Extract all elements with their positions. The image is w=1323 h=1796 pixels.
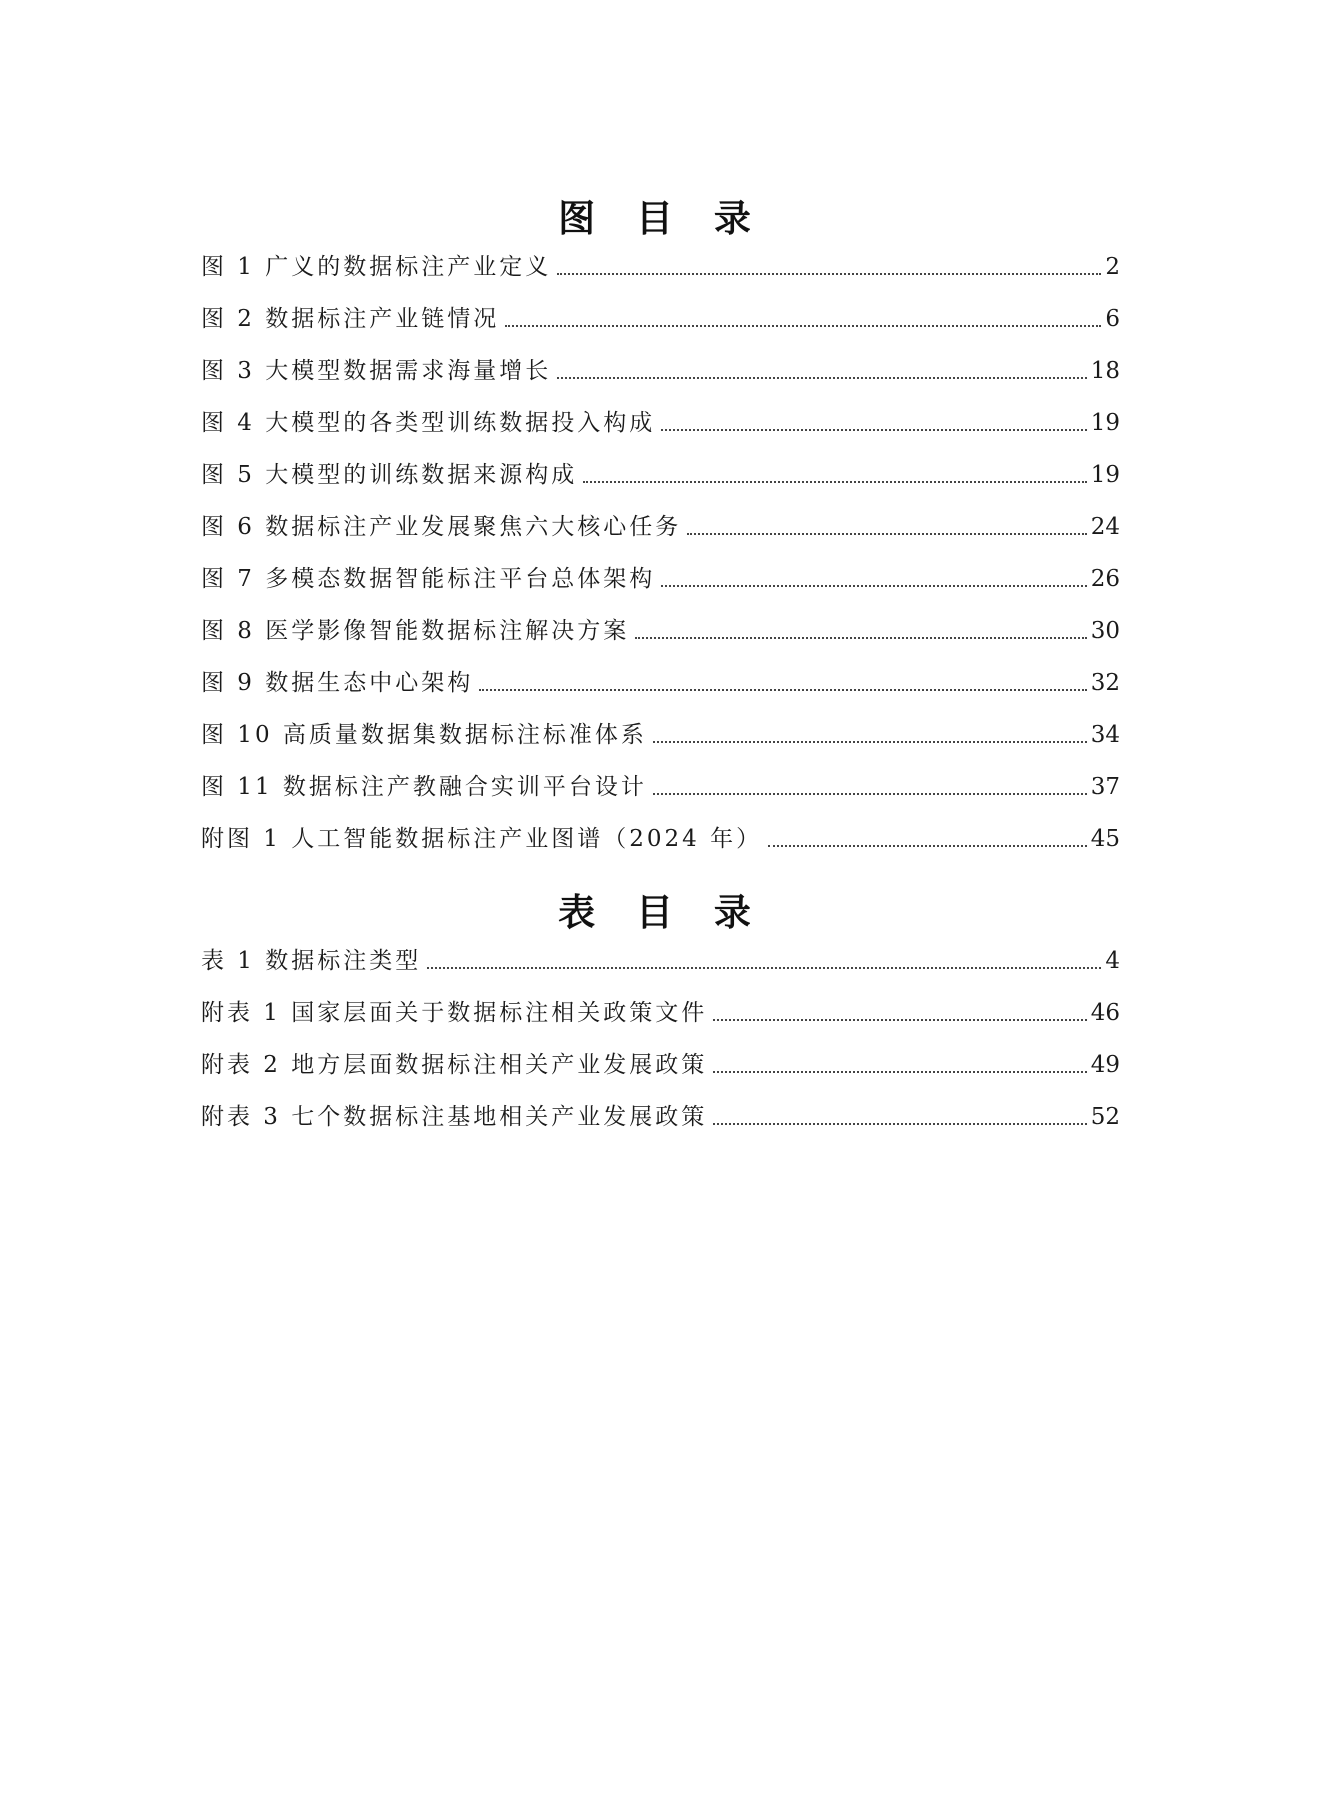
toc-entry-label: 附表 1 国家层面关于数据标注相关政策文件 [201,1000,708,1026]
dot-leader [661,585,1086,587]
toc-entry-page: 26 [1090,566,1120,592]
toc-entry-figure-6[interactable] [201,490,1120,542]
toc-entry-label: 附表 3 七个数据标注基地相关产业发展政策 [201,1104,708,1130]
toc-entry-label: 图 4 大模型的各类型训练数据投入构成 [201,410,656,436]
toc-entry-figure-2[interactable] [201,282,1120,334]
toc-entry-page: 46 [1090,1000,1120,1026]
toc-entry-page: 34 [1090,722,1120,748]
toc-entry-page: 19 [1090,410,1120,436]
toc-entry-page: 19 [1090,462,1120,488]
toc-entry-figure-8[interactable] [201,594,1120,646]
toc-entry-appendix-table-1[interactable] [201,976,1120,1028]
toc-entry-label: 表 1 数据标注类型 [201,948,422,974]
toc-entry-figure-7[interactable] [201,542,1120,594]
toc-entry-label: 图 10 高质量数据集数据标注标准体系 [201,722,647,748]
toc-entry-appendix-table-2[interactable] [201,1028,1120,1080]
toc-entry-label: 附图 1 人工智能数据标注产业图谱（2024 年） [201,826,763,852]
toc-entry-label: 附表 2 地方层面数据标注相关产业发展政策 [201,1052,708,1078]
toc-entry-figure-9[interactable] [201,646,1120,698]
toc-entry-label: 图 1 广义的数据标注产业定义 [201,254,552,280]
tables-section-title: 表 目 录 [558,890,765,934]
toc-entry-figure-4[interactable] [201,386,1120,438]
toc-entry-page: 6 [1105,306,1120,332]
toc-entry-label: 图 5 大模型的训练数据来源构成 [201,462,578,488]
dot-leader [635,637,1086,639]
dot-leader [505,325,1101,327]
toc-entry-page: 18 [1090,358,1120,384]
dot-leader [557,377,1086,379]
toc-entry-table-1[interactable] [201,924,1120,976]
toc-entry-page: 30 [1090,618,1120,644]
dot-leader [427,967,1101,969]
toc-entry-figure-1[interactable] [201,230,1120,282]
toc-entry-page: 49 [1090,1052,1120,1078]
dot-leader [713,1123,1086,1125]
toc-entry-figure-11[interactable] [201,750,1120,802]
toc-entry-page: 2 [1105,254,1120,280]
toc-entry-page: 37 [1090,774,1120,800]
dot-leader [479,689,1086,691]
dot-leader [713,1019,1086,1021]
toc-entry-label: 图 9 数据生态中心架构 [201,670,474,696]
toc-entry-label: 图 8 医学影像智能数据标注解决方案 [201,618,630,644]
toc-entry-label: 图 2 数据标注产业链情况 [201,306,500,332]
toc-entry-page: 24 [1090,514,1120,540]
figures-section-title: 图 目 录 [558,196,765,240]
dot-leader [653,793,1087,795]
toc-entry-figure-10[interactable] [201,698,1120,750]
toc-entry-label: 图 7 多模态数据智能标注平台总体架构 [201,566,656,592]
dot-leader [661,429,1086,431]
toc-entry-figure-5[interactable] [201,438,1120,490]
dot-leader [653,741,1087,743]
toc-entry-appendix-table-3[interactable] [201,1080,1120,1132]
dot-leader [713,1071,1086,1073]
tables-toc-list [201,924,1120,1132]
toc-entry-label: 图 3 大模型数据需求海量增长 [201,358,552,384]
figures-toc-list [201,230,1120,854]
toc-entry-page: 32 [1090,670,1120,696]
dot-leader [557,273,1101,275]
toc-entry-label: 图 6 数据标注产业发展聚焦六大核心任务 [201,514,682,540]
dot-leader [768,845,1087,847]
toc-entry-page: 52 [1090,1104,1120,1130]
toc-entry-appendix-figure-1[interactable] [201,802,1120,854]
dot-leader [583,481,1086,483]
toc-entry-figure-3[interactable] [201,334,1120,386]
toc-entry-page: 4 [1105,948,1120,974]
toc-entry-page: 45 [1090,826,1120,852]
toc-entry-label: 图 11 数据标注产教融合实训平台设计 [201,774,647,800]
dot-leader [687,533,1086,535]
